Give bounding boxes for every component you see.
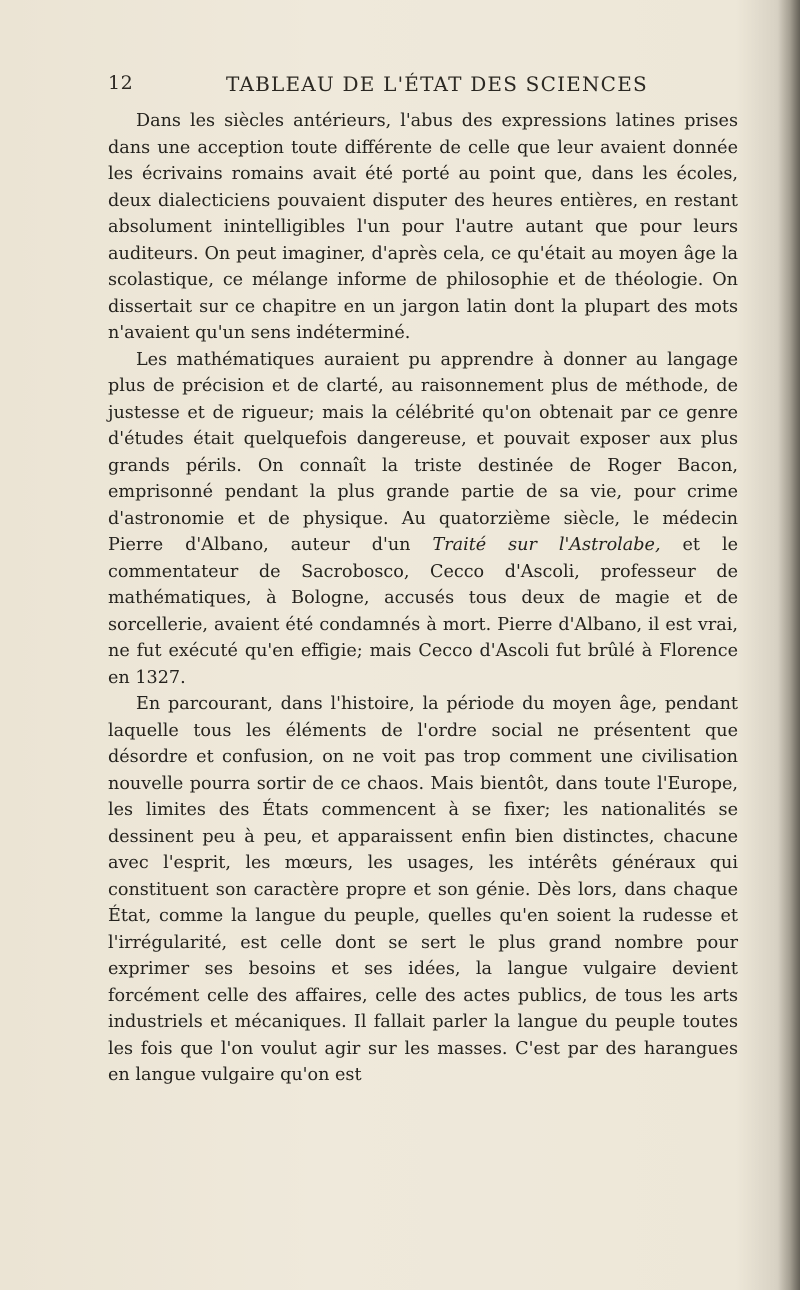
paragraph-3	[108, 691, 738, 1089]
paragraph-2-text-start: Les mathématiques auraient pu apprendre à donner au langage plus de précision et de clarté, au raisonnement plus de méthode, de justesse et de rigueur; mais la célébrité qu'on obtenait par ce genre d'études était quelquefois dangereuse, et pouvait exposer aux plus grands périls. On connaît la triste destinée de Roger Bacon, emprisonné pendant la plus grande partie de sa vie, pour crime d'astronomie et de physique. Au quatorzième siècle, le médecin Pierre d'Albano, auteur d'un	[108, 349, 738, 555]
book-title-italic: Traité sur l'Astrolabe,	[432, 535, 661, 555]
page-edge-shadow	[778, 0, 800, 1290]
paragraph-1	[108, 108, 738, 347]
paragraph-2-text-end: et le commentateur de Sacrobosco, Cecco d'Ascoli, professeur de mathématiques, à Bologne, accusés tous deux de magie et de sorcellerie, avaient été condamnés à mort. Pierre d'Albano, il est vrai, ne fut exécuté qu'en effigie; mais Cecco d'Ascoli fut brûlé à Florence en 1327.	[108, 535, 738, 688]
paragraph-3-text: En parcourant, dans l'histoire, la période du moyen âge, pendant laquelle tous les éléments de l'ordre social ne présentent que désordre et confusion, on ne voit pas trop comment une civilisation nouvelle pourra sortir de ce chaos. Mais bientôt, dans toute l'Europe, les limites des États commencent à se fixer; les nationalités se dessinent peu à peu, et apparaissent enfin bien distinctes, chacune avec l'esprit, les mœurs, les usages, les intérêts généraux qui constituent son caractère propre et son génie. Dès lors, dans chaque État, comme la langue du peuple, quelles qu'en soient la rudesse et l'irrégularité, est celle dont se sert le plus grand nombre pour exprimer ses besoins et ses idées, la langue vulgaire devient forcément celle des affaires, celle des actes publics, de tous les arts industriels et mécaniques. Il fallait parler la langue du peuple toutes les fois que l'on voulut agir sur les masses. C'est par des harangues en langue vulgaire qu'on est	[108, 694, 738, 1085]
paragraph-2	[108, 347, 738, 692]
running-title: TABLEAU DE L'ÉTAT DES SCIENCES	[226, 72, 648, 96]
paragraph-1-text: Dans les siècles antérieurs, l'abus des expressions latines prises dans une acception toute différente de celle que leur avaient donnée les écrivains romains avait été porté au point que, dans les écoles, deux dialecticiens pouvaient disputer des heures entières, en restant absolument inintelligibles l'un pour l'autre autant que pour leurs auditeurs. On peut imaginer, d'après cela, ce qu'était au moyen âge la scolastique, ce mélange informe de philosophie et de théologie. On dissertait sur ce chapitre en un jargon latin dont la plupart des mots n'avaient qu'un sens indéterminé.	[108, 111, 738, 343]
page-header	[108, 72, 740, 102]
body-text	[108, 108, 738, 1089]
page-number: 12	[108, 72, 134, 94]
